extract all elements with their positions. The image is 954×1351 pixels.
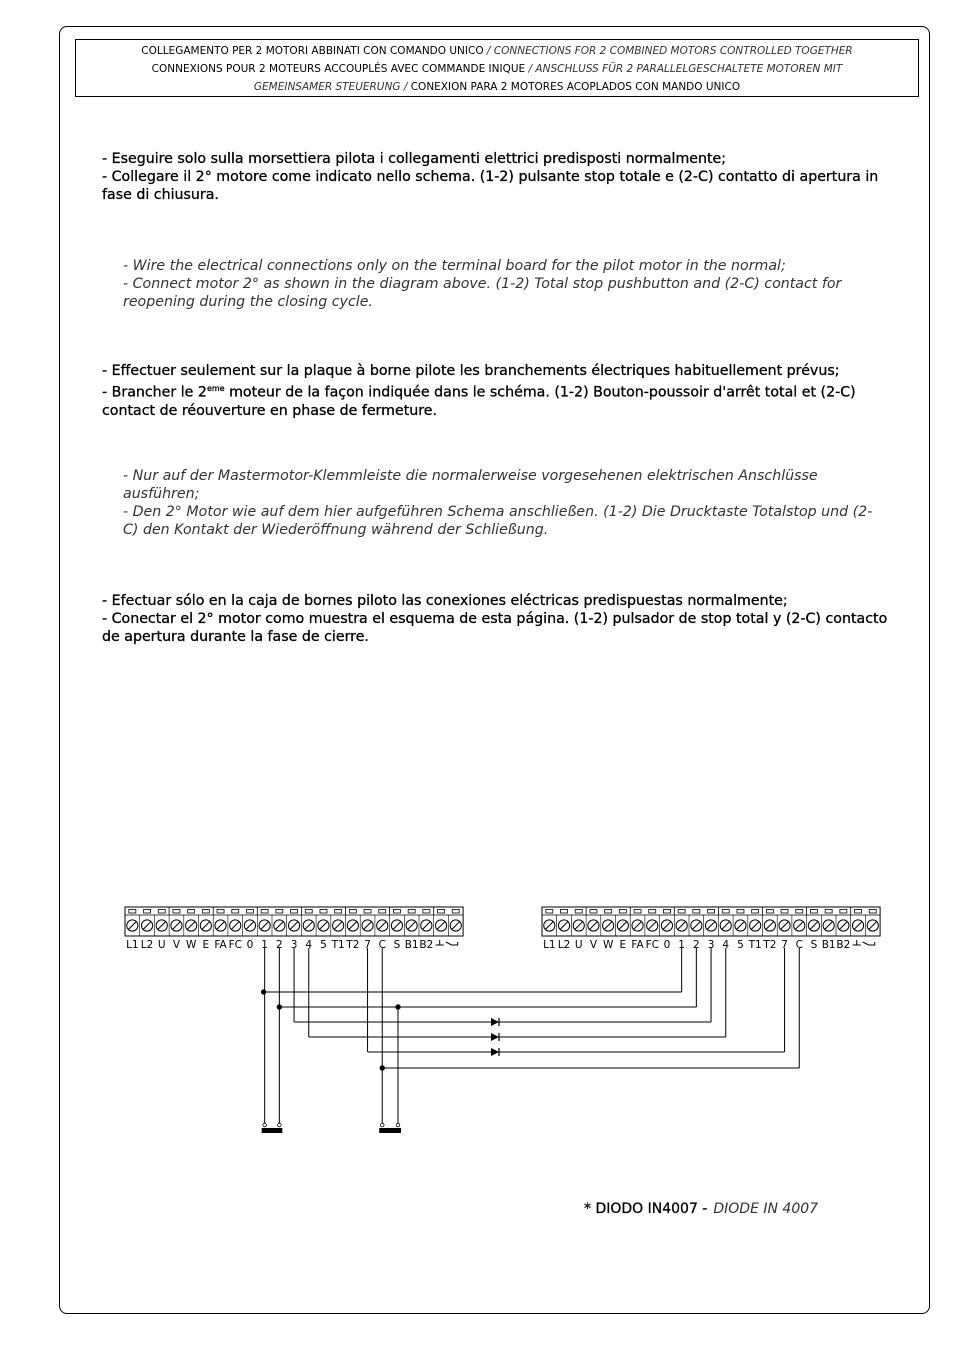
stop-pushbutton-icon	[262, 1128, 283, 1133]
paragraph-es: - Efectuar sólo en la caja de bornes piloto las conexiones eléctricas predispuestas normalmente; - Conectar el 2° motor como muestra el esquema de esta página. (1-2) pulsador de stop total y (2-C) contacto de apertura durante la fase de cierre.	[102, 593, 888, 645]
terminal-label: T1	[748, 939, 762, 951]
terminal-label: 4	[722, 939, 730, 951]
reopen-contact-icon	[379, 1128, 401, 1133]
terminal-block-outline	[542, 907, 880, 936]
terminal-label: 0	[246, 939, 254, 951]
junction-dot	[277, 1005, 281, 1009]
terminal-label: E	[202, 939, 210, 951]
terminal-label: S	[393, 939, 401, 951]
terminal-board-second	[542, 907, 880, 951]
terminal-label: C	[378, 939, 386, 951]
terminal-label: 5	[320, 939, 327, 951]
terminal-label: FA	[214, 939, 227, 951]
junction-dot	[380, 1066, 384, 1070]
title-it: COLLEGAMENTO PER 2 MOTORI ABBINATI CON COMANDO UNICO	[141, 45, 484, 57]
terminal-label: W	[602, 939, 614, 951]
terminal-label: FC	[228, 939, 242, 951]
terminal-label: L1	[126, 939, 139, 951]
pushbuttons	[262, 1123, 401, 1133]
terminal-label: T1	[331, 939, 345, 951]
diodes	[491, 1018, 499, 1056]
terminal-label: 4	[305, 939, 313, 951]
diode-icon	[491, 1018, 499, 1026]
terminal-label: T2	[763, 939, 777, 951]
title-box: COLLEGAMENTO PER 2 MOTORI ABBINATI CON COMANDO UNICO / CONNECTIONS FOR 2 COMBINED MOTORS CONTROLLED TOGETHER CONNEXIONS POUR 2 MOTEURS ACCOUPLÉS AVEC COMMANDE INIQUE / ANSCHLUSS FÜR 2 PARALLELGESCHALTETE MOTOREN MIT GEMEINSAMER STEUERUNG / CONEXION PARA 2 MOTORES ACOPLADOS CON MANDO UNICO	[75, 39, 919, 97]
terminal-label: B2	[836, 939, 851, 951]
terminal-label: 2	[693, 939, 700, 951]
terminal-label: S	[810, 939, 818, 951]
terminal-label: FC	[645, 939, 659, 951]
terminal-label: 3	[290, 939, 298, 951]
terminal-label: U	[157, 939, 166, 951]
paragraph-de: - Nur auf der Mastermotor-Klemmleiste die normalerweise vorgesehenen elektrischen Anschlüsse ausführen; - Den 2° Motor wie auf dem hier aufgeführen Schema anschließen. (1-2) Die Drucktaste Totalstop und (2-C) den Kontakt der Wiederöffnung während der Schließung.	[123, 468, 873, 538]
terminal-label: V	[172, 939, 181, 951]
diode-icon	[491, 1033, 499, 1041]
terminal-label: 2	[276, 939, 283, 951]
limit-switch-icon	[436, 940, 458, 945]
terminal-label: L2	[140, 939, 154, 951]
terminal-label: B2	[419, 939, 434, 951]
terminal-label: B1	[404, 939, 419, 951]
terminal-label: 1	[678, 939, 685, 951]
terminal-label: L2	[557, 939, 571, 951]
terminal-label: 1	[261, 939, 268, 951]
paragraph-en: - Wire the electrical connections only on the terminal board for the pilot motor in the normal; - Connect motor 2° as shown in the diagram above. (1-2) Total stop pushbutton and (2-C) contact for reopening during the closing cycle.	[123, 258, 842, 310]
terminal-label: 3	[707, 939, 715, 951]
title-de-b: GEMEINSAMER STEUERUNG	[253, 81, 401, 93]
paragraph-it: - Eseguire solo sulla morsettiera pilota i collegamenti elettrici predisposti normalmente; - Collegare il 2° motore come indicato nello schema. (1-2) pulsante stop totale e (2-C) contatto di apertura in fase di chiusura.	[102, 151, 879, 203]
title-es: CONEXION PARA 2 MOTORES ACOPLADOS CON MANDO UNICO	[410, 81, 741, 93]
wires	[261, 948, 799, 1125]
junction-dot	[396, 1005, 400, 1009]
terminal-label: W	[185, 939, 197, 951]
terminal-board-pilot	[125, 907, 463, 951]
diode-icon	[491, 1048, 499, 1056]
terminal-label: 7	[364, 939, 371, 951]
terminal-label: FA	[631, 939, 644, 951]
terminal-label: C	[795, 939, 803, 951]
limit-switch-icon	[853, 940, 875, 945]
terminal-block-outline	[125, 907, 463, 936]
title-de-a: ANSCHLUSS FÜR 2 PARALLELGESCHALTETE MOTOREN MIT	[535, 63, 843, 75]
title-fr: CONNEXIONS POUR 2 MOTEURS ACCOUPLÉS AVEC COMMANDE INIQUE	[151, 63, 526, 75]
terminal-label: 5	[737, 939, 744, 951]
terminal-label: U	[574, 939, 583, 951]
terminal-label: V	[589, 939, 598, 951]
terminal-label: B1	[821, 939, 836, 951]
diode-note: * DIODO IN4007 - DIODE IN 4007	[584, 1201, 819, 1217]
terminal-label: 7	[781, 939, 788, 951]
terminal-label: T2	[346, 939, 360, 951]
junction-dot	[261, 990, 265, 994]
title-en: CONNECTIONS FOR 2 COMBINED MOTORS CONTROLLED TOGETHER	[493, 45, 853, 57]
terminal-label: L1	[543, 939, 556, 951]
paragraph-fr: - Effectuer seulement sur la plaque à borne pilote les branchements électriques habituellement prévus; - Brancher le 2eme moteur de la façon indiquée dans le schéma. (1-2) Bouton-poussoir d'arrêt total et (2-C) contact de réouverture en phase de fermeture.	[102, 363, 856, 419]
terminal-label: 0	[663, 939, 671, 951]
terminal-label: E	[619, 939, 627, 951]
